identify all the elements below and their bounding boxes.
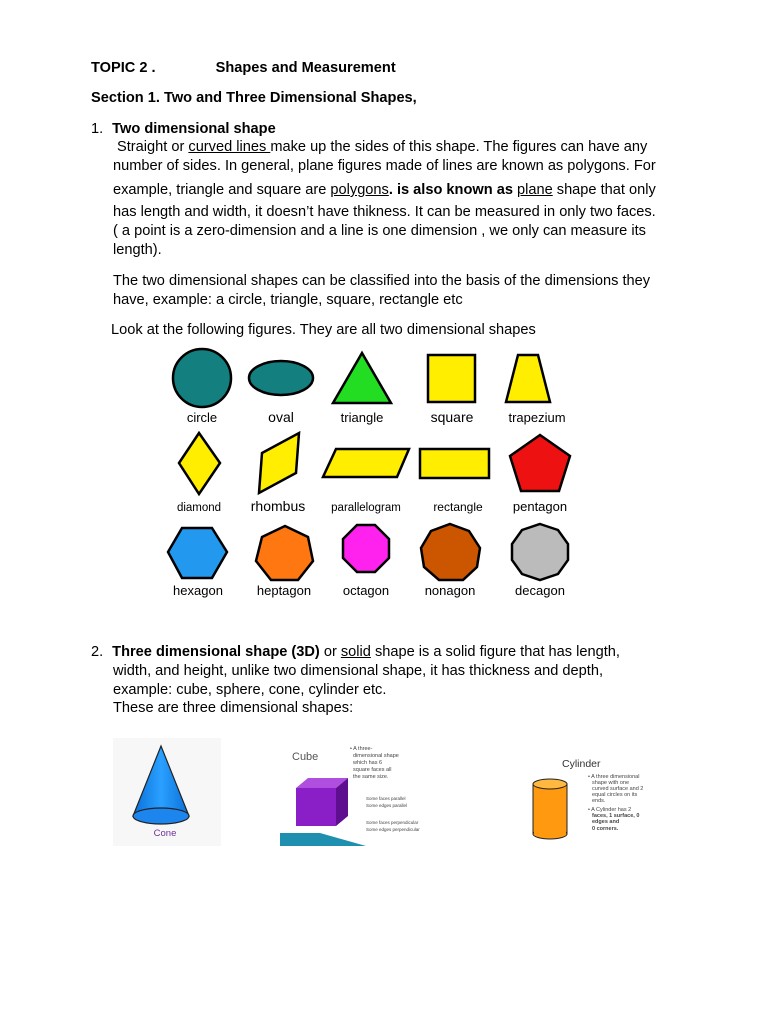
octagon-shape [343, 525, 389, 572]
underlined-term: plane [517, 182, 553, 198]
shape-label: triangle [340, 410, 384, 425]
item2-line3: example: cube, sphere, cone, cylinder etc. [113, 682, 387, 698]
shape-label: hexagon [173, 583, 223, 598]
cube-bullet-line: square faces all [353, 767, 392, 773]
cylinder-bullet-line: • A three dimensional [588, 774, 640, 780]
parallelogram-shape [323, 449, 409, 477]
cylinder-top [533, 779, 567, 789]
cube-note: Some faces parallel [366, 796, 406, 801]
triangle-shape [333, 353, 391, 403]
text-run: . is also known as [388, 182, 517, 198]
cube-bullet-line: • A three- [350, 746, 373, 752]
decagon-shape [512, 524, 568, 580]
cylinder-title: Cylinder [562, 758, 601, 770]
cube-bullet-line: which has 6 [353, 760, 383, 766]
item2-number: 2. [91, 644, 104, 660]
cube-note: Some edges parallel [366, 803, 408, 808]
shape-label: trapezium [508, 410, 566, 425]
item1-line4: has length and width, it doesn’t have thikness. It can be measured in only two faces. [113, 204, 656, 220]
shape-label: decagon [515, 583, 565, 598]
shape-label: parallelogram [331, 502, 401, 514]
item1-line8: have, example: a circle, triangle, square, rectangle etc [113, 292, 463, 308]
text-run: shape is a solid figure that has length, [370, 644, 620, 660]
cone-image [113, 738, 221, 846]
text-run: make up the sides of this shape. The figures can have any [270, 139, 648, 155]
topic-number: TOPIC 2 . [91, 60, 156, 76]
shape-label: heptagon [256, 583, 312, 598]
topic-title: Shapes and Measurement [215, 60, 396, 76]
item1-line5: ( a point is a zero-dimension and a line is one dimension , we only can measure its [113, 223, 646, 239]
shape-label: circle [186, 410, 218, 425]
text-run: example, triangle and square are [113, 182, 331, 198]
item2-title: Three dimensional shape (3D) [112, 644, 320, 660]
circle-shape [173, 349, 231, 407]
item1-title: Two dimensional shape [112, 121, 276, 137]
square-shape [428, 355, 475, 402]
diamond-shape [179, 433, 220, 494]
shape-label: rhombus [250, 498, 306, 514]
cylinder-fill [534, 784, 566, 833]
cone-base [133, 808, 189, 824]
underlined-term: curved lines [188, 139, 271, 155]
item2-line2: width, and height, unlike two dimensional shape, it has thickness and depth, [113, 663, 604, 679]
oval-shape [249, 361, 313, 395]
pentagon-shape [510, 435, 570, 491]
item1-line1 [117, 138, 647, 156]
cube-slide-image [280, 738, 420, 846]
cube-bullet-line: dimensional shape [353, 753, 399, 759]
text-run: Straight or [117, 139, 189, 155]
cylinder-bullet-line: edges and [592, 819, 620, 825]
shape-label: square [430, 409, 474, 425]
item1-line9: Look at the following figures. They are all two dimensional shapes [111, 322, 536, 338]
cylinder-bullet-line: curved surface and 2 [592, 786, 644, 792]
cylinder-bullet-line: • A Cylinder has 2 [588, 807, 632, 813]
cylinder-bullet-line: shape with one [592, 780, 629, 786]
hexagon-shape [168, 528, 227, 578]
cube-title: Cube [292, 751, 319, 763]
cube-front-face [296, 788, 336, 826]
section-heading: Section 1. Two and Three Dimensional Shapes, [91, 90, 417, 106]
text-run: or [319, 644, 341, 660]
shape-label: pentagon [512, 499, 568, 514]
item1-line7: The two dimensional shapes can be classified into the basis of the dimensions they [113, 273, 651, 289]
cylinder-bullet-line: ends. [592, 798, 606, 804]
shape-label: rectangle [433, 500, 483, 514]
heptagon-shape [256, 526, 313, 580]
cube-bullet-line: the same size. [353, 774, 389, 780]
shape-label: diamond [176, 502, 222, 514]
cone-label: Cone [153, 828, 177, 839]
nonagon-shape [421, 524, 480, 580]
shape-label: octagon [342, 583, 390, 598]
item1-line3 [113, 181, 656, 199]
cube-note: Some faces perpendicular [366, 820, 419, 825]
item1-line2: number of sides. In general, plane figures made of lines are known as polygons. For [113, 158, 656, 174]
underlined-term: solid [340, 644, 371, 660]
rectangle-shape [420, 449, 489, 478]
item1-line6: length). [113, 242, 162, 258]
trapezium-shape [506, 355, 550, 402]
cube-note: Some edges perpendicular [366, 827, 420, 832]
rhombus-shape [259, 433, 299, 493]
cylinder-slide-image [520, 746, 644, 846]
cylinder-bullet-line: equal circles on its [592, 792, 638, 798]
underlined-term: polygons [330, 182, 389, 198]
topic-heading [91, 59, 396, 77]
item1-heading [91, 120, 276, 138]
shape-label: nonagon [424, 583, 476, 598]
shape-label: oval [268, 409, 294, 425]
text-run: shape that only [552, 182, 656, 198]
item2-line4: These are three dimensional shapes: [113, 700, 354, 716]
two-dimensional-shapes-figure [160, 345, 590, 605]
item2-line1 [91, 643, 620, 661]
cylinder-bullet-line: 0 corners. [592, 826, 619, 832]
cylinder-bullet-line: faces, 1 surface, 0 [592, 813, 640, 819]
item1-number: 1. [91, 121, 104, 137]
